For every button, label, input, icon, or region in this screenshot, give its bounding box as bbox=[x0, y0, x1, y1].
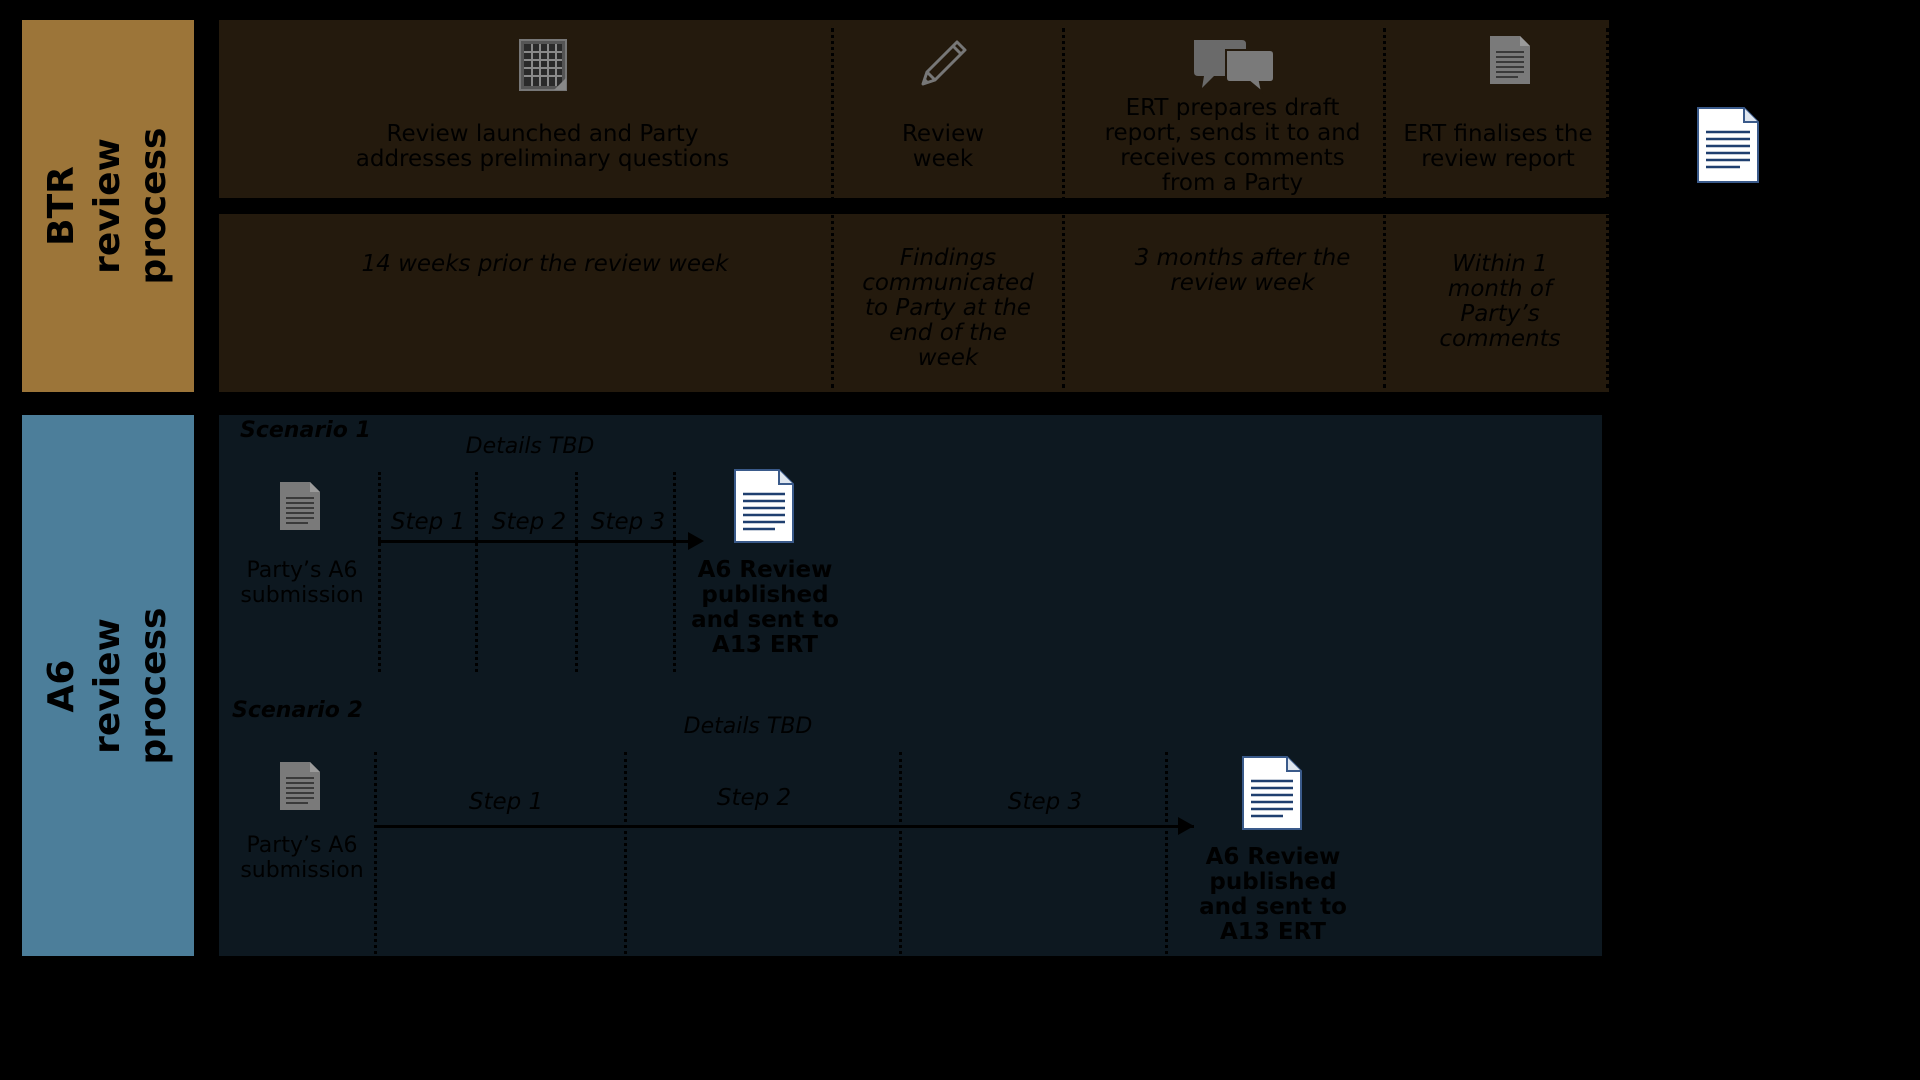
scenario-1-separator-1 bbox=[378, 472, 381, 672]
a6-panel bbox=[219, 415, 1602, 956]
scenario-1-arrow bbox=[378, 540, 690, 543]
scenario-2-separator-2 bbox=[624, 752, 627, 954]
btr-stage-3-title: ERT prepares draft report, sends it to and receives comments from a Party bbox=[1104, 95, 1361, 196]
scenario-1-title: Scenario 1 bbox=[240, 418, 371, 443]
a6-lane-label bbox=[22, 415, 194, 956]
btr-stage-2-title: Review week bbox=[901, 121, 985, 172]
btr-separator-2 bbox=[1062, 28, 1065, 388]
scenario-1-step-3: Step 3 bbox=[590, 509, 666, 535]
btr-separator-1 bbox=[831, 28, 834, 388]
scenario-2-submission-label: Party’s A6 submission bbox=[240, 833, 364, 883]
scenario-2-submission-icon bbox=[278, 760, 322, 812]
scenario-1-separator-3 bbox=[575, 472, 578, 672]
scenario-2-arrow-head bbox=[1178, 817, 1194, 835]
scenario-1-details: Details TBD bbox=[465, 434, 595, 459]
scenario-2-details: Details TBD bbox=[683, 714, 813, 739]
pencil-icon bbox=[913, 34, 973, 94]
scenario-2-separator-3 bbox=[899, 752, 902, 954]
btr-stage-4-timing: Within 1 month of Party’s comments bbox=[1439, 251, 1561, 352]
a6-lane-title: A6 review process bbox=[41, 607, 174, 764]
scenario-1-result-label: A6 Review published and sent to A13 ERT bbox=[691, 557, 839, 658]
scenario-2-separator-1 bbox=[374, 752, 377, 954]
scenario-2-arrow bbox=[374, 825, 1194, 828]
scenario-2-step-1: Step 1 bbox=[468, 789, 544, 815]
scenario-1-separator-2 bbox=[475, 472, 478, 672]
btr-output-document-icon bbox=[1696, 106, 1762, 184]
scenario-1-arrow-head bbox=[688, 532, 704, 550]
scenario-2-result-document-icon bbox=[1241, 755, 1305, 831]
scenario-1-submission-icon bbox=[278, 480, 322, 532]
btr-stage-3-timing: 3 months after the review week bbox=[1134, 245, 1351, 296]
scenario-1-step-1: Step 1 bbox=[390, 509, 466, 535]
btr-lane-label bbox=[22, 20, 194, 392]
scenario-1-submission-label: Party’s A6 submission bbox=[240, 558, 364, 608]
scenario-2-step-2: Step 2 bbox=[716, 785, 792, 811]
btr-stage-1-title: Review launched and Party addresses preliminary questions bbox=[355, 121, 730, 172]
scenario-1-step-2: Step 2 bbox=[491, 509, 567, 535]
btr-separator-4 bbox=[1606, 28, 1609, 388]
btr-separator-3 bbox=[1383, 28, 1386, 388]
scenario-2-step-3: Step 3 bbox=[1007, 789, 1083, 815]
scenario-2-result-label: A6 Review published and sent to A13 ERT bbox=[1199, 844, 1347, 945]
calendar-icon bbox=[518, 38, 570, 92]
scenario-1-separator-4 bbox=[673, 472, 676, 672]
scenario-2-title: Scenario 2 bbox=[232, 698, 363, 723]
scenario-1-result-document-icon bbox=[733, 468, 797, 544]
btr-stage-1-timing: 14 weeks prior the review week bbox=[361, 251, 729, 277]
speech-bubbles-icon bbox=[1190, 36, 1278, 94]
btr-stage-4-title: ERT finalises the review report bbox=[1403, 121, 1593, 172]
document-icon bbox=[1488, 34, 1532, 86]
btr-stage-2-timing: Findings communicated to Party at the end of the week bbox=[862, 245, 1034, 371]
scenario-2-separator-4 bbox=[1165, 752, 1168, 954]
btr-lane-title: BTR review process bbox=[41, 127, 174, 285]
